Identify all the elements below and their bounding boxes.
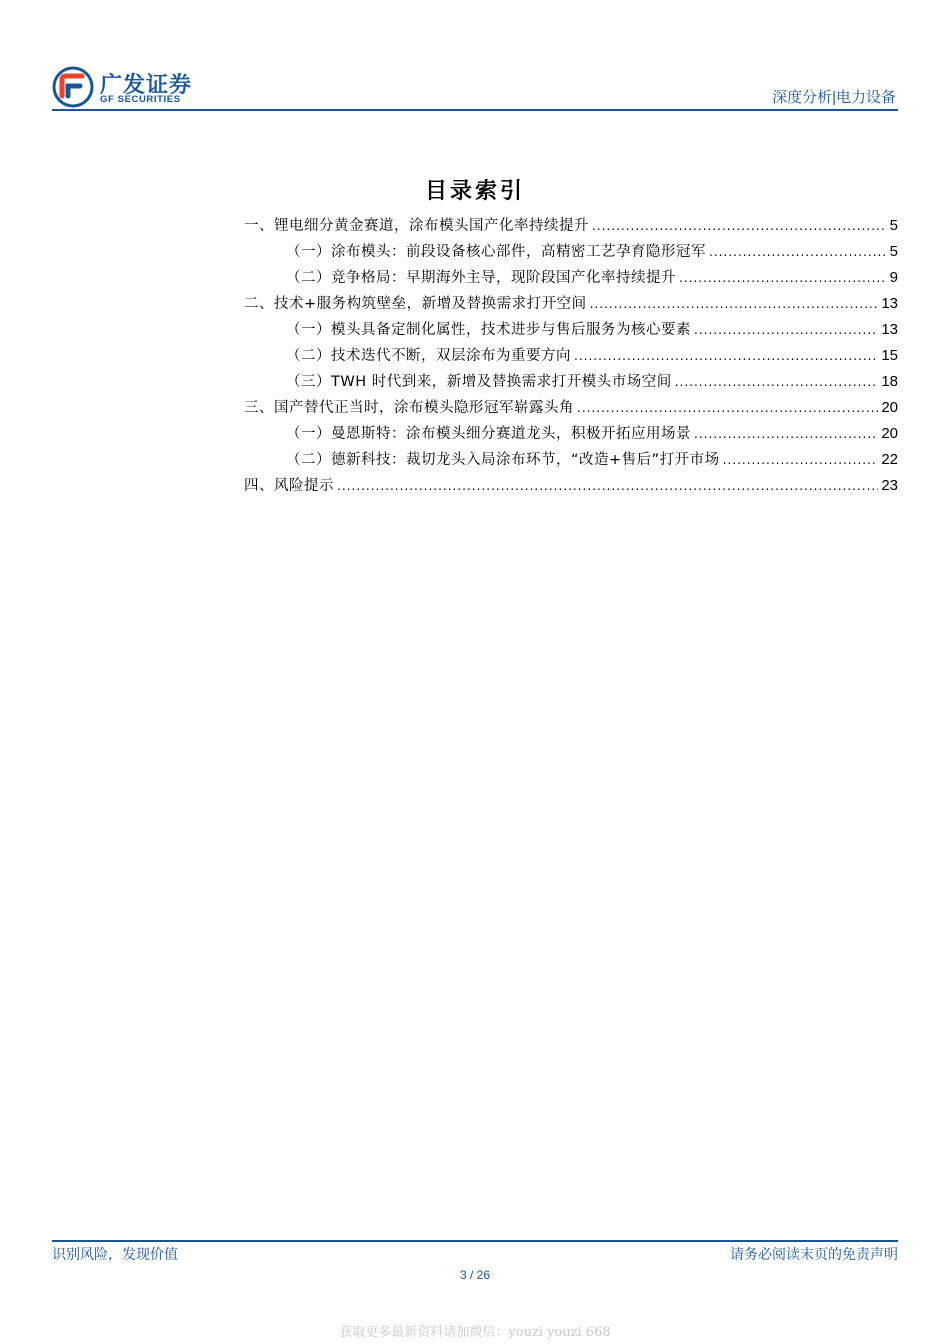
- toc-leader-dots: [709, 245, 887, 259]
- toc-entry[interactable]: [244, 214, 898, 240]
- toc-entry[interactable]: [244, 318, 898, 344]
- toc-entry-text: 四、风险提示: [244, 478, 334, 494]
- toc-entry-text: 二、技术+服务构筑壁垒，新增及替换需求打开空间: [244, 296, 587, 312]
- toc-entry[interactable]: [244, 396, 898, 422]
- toc-leader-dots: [723, 453, 879, 467]
- toc-leader-dots: [592, 219, 887, 233]
- toc-entry-page: 23: [881, 477, 898, 494]
- toc-leader-dots: [590, 297, 879, 311]
- footer-disclaimer-note: 请务必阅读末页的免责声明: [730, 1246, 898, 1262]
- toc-entry[interactable]: [244, 240, 898, 266]
- toc-leader-dots: [694, 427, 878, 441]
- toc-leader-dots: [679, 271, 887, 285]
- toc-entry-page: 18: [881, 373, 898, 390]
- toc-leader-dots: [337, 479, 878, 493]
- report-category: 深度分析|电力设备: [772, 89, 896, 106]
- toc-leader-dots: [574, 349, 878, 363]
- toc-entry[interactable]: [244, 370, 898, 396]
- toc-entry-text: （一）曼恩斯特：涂布模头细分赛道龙头，积极开拓应用场景: [286, 426, 691, 442]
- watermark: 获取更多最新资料请加微信：youzi youzi 668: [339, 1325, 611, 1340]
- header-divider: [52, 109, 898, 111]
- toc-entry-page: 20: [881, 399, 898, 416]
- toc-entry-page: 5: [889, 217, 898, 234]
- toc-leader-dots: [694, 323, 878, 337]
- toc-entry-page: 13: [881, 321, 898, 338]
- toc-entry-text: （一）模头具备定制化属性，技术进步与售后服务为核心要素: [286, 322, 691, 338]
- toc-entry-page: 9: [889, 269, 898, 286]
- logo-english-name: GF SECURITIES: [100, 94, 181, 105]
- logo-chinese-name: 广发证券: [100, 72, 193, 97]
- toc-entry[interactable]: [244, 448, 898, 474]
- toc-entry-text: （二）竞争格局：早期海外主导，现阶段国产化率持续提升: [286, 270, 676, 286]
- gf-logo: [52, 66, 202, 108]
- toc-leader-dots: [675, 375, 879, 389]
- toc-entry-page: 5: [889, 243, 898, 260]
- toc-entry-text: （二）技术迭代不断，双层涂布为重要方向: [286, 348, 571, 364]
- toc-entry[interactable]: [244, 344, 898, 370]
- page-number: 3 / 26: [459, 1268, 491, 1282]
- toc-entry-text: （一）涂布模头：前段设备核心部件，高精密工艺孕育隐形冠军: [286, 244, 706, 260]
- toc-entry[interactable]: [244, 474, 898, 500]
- toc-entry-page: 20: [881, 425, 898, 442]
- gf-logo-icon: [52, 66, 96, 108]
- toc-entry-text: （三）TWH 时代到来，新增及替换需求打开模头市场空间: [286, 374, 672, 390]
- toc-title: 目录索引: [424, 178, 525, 204]
- table-of-contents: [244, 214, 898, 500]
- toc-entry[interactable]: [244, 422, 898, 448]
- toc-entry[interactable]: [244, 266, 898, 292]
- footer-divider: [52, 1240, 898, 1242]
- toc-entry-page: 13: [881, 295, 898, 312]
- toc-entry-page: 15: [881, 347, 898, 364]
- toc-entry-text: （二）德新科技：裁切龙头入局涂布环节，“改造+售后”打开市场: [286, 452, 720, 468]
- toc-entry[interactable]: [244, 292, 898, 318]
- toc-leader-dots: [577, 401, 878, 415]
- footer-slogan: 识别风险，发现价值: [52, 1246, 178, 1262]
- toc-entry-text: 一、锂电细分黄金赛道，涂布模头国产化率持续提升: [244, 218, 589, 234]
- toc-entry-page: 22: [881, 451, 898, 468]
- toc-entry-text: 三、国产替代正当时，涂布模头隐形冠军崭露头角: [244, 400, 574, 416]
